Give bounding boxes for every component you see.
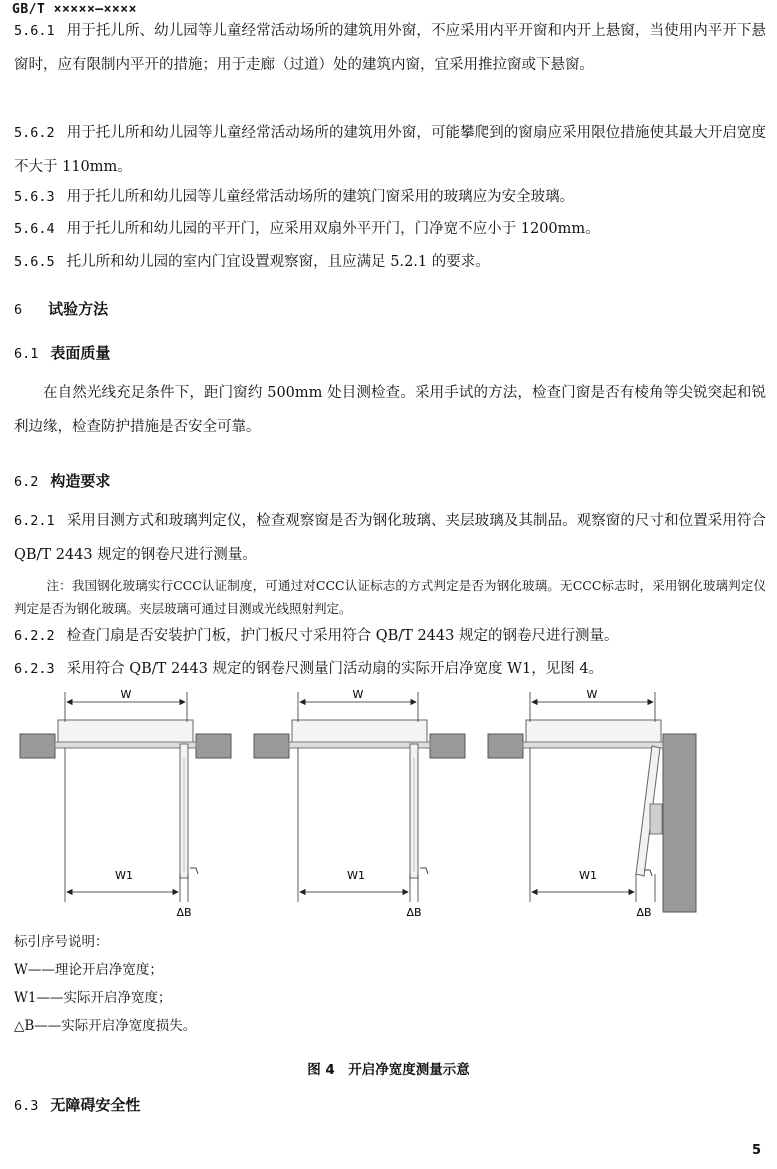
clause-number: 5.6.3 bbox=[14, 189, 55, 205]
door-frame-bar bbox=[289, 742, 430, 748]
legend-title: 标引序号说明： bbox=[14, 934, 109, 950]
door-handle-icon bbox=[420, 868, 428, 874]
page-header: GB/T ×××××—×××× bbox=[12, 2, 137, 17]
clause-5-6-4 bbox=[14, 212, 766, 246]
door-handle-icon bbox=[190, 868, 198, 874]
page-number: 5 bbox=[751, 1143, 761, 1158]
wall-right-corner bbox=[663, 734, 696, 912]
section-number: 6.2 bbox=[14, 474, 39, 490]
wall-left bbox=[254, 734, 289, 758]
door-stop bbox=[650, 804, 662, 834]
section-number: 6.3 bbox=[14, 1098, 39, 1114]
label-w1: W1 bbox=[347, 869, 365, 882]
figure-legend bbox=[14, 928, 196, 1040]
clause-text: 用于托儿所和幼儿园等儿童经常活动场所的建筑用外窗，可能攀爬到的窗扇应采用限位措施使其最大开启宽度不大于 110mm。 bbox=[14, 125, 766, 175]
door-frame-top bbox=[58, 720, 193, 744]
clause-5-6-2 bbox=[14, 116, 766, 184]
clause-6-2-1 bbox=[14, 504, 766, 572]
label-w: W bbox=[120, 688, 132, 701]
figure-caption: 图 4 开启净宽度测量示意 bbox=[307, 1062, 470, 1078]
wall-left bbox=[488, 734, 523, 758]
label-w1: W1 bbox=[579, 869, 597, 882]
clause-number: 5.6.5 bbox=[14, 254, 55, 270]
section-6-3-heading bbox=[14, 1094, 140, 1115]
door-frame-bar bbox=[55, 742, 196, 748]
clause-text: 采用目测方式和玻璃判定仪，检查观察窗是否为钢化玻璃、夹层玻璃及其制品。观察窗的尺寸和位置采用符合 QB/T 2443 规定的钢卷尺进行测量。 bbox=[14, 513, 766, 563]
wall-right bbox=[430, 734, 465, 758]
section-number: 6 bbox=[14, 302, 23, 318]
door-diagram-panel-1 bbox=[20, 688, 231, 919]
figure-4-door-width-diagram bbox=[0, 684, 777, 920]
door-frame-bar bbox=[523, 742, 663, 748]
clause-text: 检查门扇是否安装护门板，护门板尺寸采用符合 QB/T 2443 规定的钢卷尺进行测量。 bbox=[66, 628, 619, 644]
clause-6-2-2 bbox=[14, 619, 766, 653]
label-w: W bbox=[352, 688, 364, 701]
clause-5-6-1 bbox=[14, 14, 766, 82]
wall-right bbox=[196, 734, 231, 758]
section-6-1-heading bbox=[14, 342, 110, 363]
paragraph-6-1: 在自然光线充足条件下，距门窗约 500mm 处目测检查。采用手试的方法，检查门窗是否有棱角等尖锐突起和锐利边缘，检查防护措施是否安全可靠。 bbox=[14, 385, 766, 435]
clause-number: 5.6.1 bbox=[14, 23, 55, 39]
clause-5-6-5 bbox=[14, 245, 766, 279]
legend-item-w: W——理论开启净宽度； bbox=[14, 962, 163, 978]
section-number: 6.1 bbox=[14, 346, 39, 362]
section-title: 构造要求 bbox=[50, 472, 111, 490]
wall-left bbox=[20, 734, 55, 758]
label-delta-b: ΔB bbox=[406, 906, 422, 919]
door-diagram-panel-3 bbox=[488, 688, 696, 919]
clause-text: 用于托儿所和幼儿园等儿童经常活动场所的建筑门窗采用的玻璃应为安全玻璃。 bbox=[66, 189, 575, 205]
clause-text: 托儿所和幼儿园的室内门宜设置观察窗，且应满足 5.2.1 的要求。 bbox=[66, 254, 490, 270]
door-diagram-panel-2 bbox=[254, 688, 465, 919]
section-title: 试验方法 bbox=[48, 300, 109, 318]
section-6-2-heading bbox=[14, 470, 110, 491]
section-title: 无障碍安全性 bbox=[50, 1096, 141, 1114]
legend-item-delta-b: △B——实际开启净宽度损失。 bbox=[14, 1018, 197, 1034]
label-delta-b: ΔB bbox=[176, 906, 192, 919]
clause-number: 5.6.4 bbox=[14, 221, 55, 237]
section-6-heading bbox=[14, 298, 108, 319]
door-frame-top bbox=[526, 720, 661, 744]
section-title: 表面质量 bbox=[50, 344, 111, 362]
clause-6-2-3 bbox=[14, 652, 766, 686]
clause-5-6-3 bbox=[14, 180, 766, 214]
door-frame-top bbox=[292, 720, 427, 744]
clause-number: 6.2.1 bbox=[14, 513, 55, 529]
note: 注：我国钢化玻璃实行CCC认证制度，可通过对CCC认证标志的方式判定是否为钢化玻璃。无CCC标志时，采用钢化玻璃判定仪判定是否为钢化玻璃。夹层玻璃可通过目测或光线照射判定。 bbox=[14, 578, 766, 616]
legend-item-w1: W1——实际开启净宽度； bbox=[14, 990, 172, 1006]
clause-text: 采用符合 QB/T 2443 规定的钢卷尺测量门活动扇的实际开启净宽度 W1，见图 4。 bbox=[66, 661, 604, 677]
label-w: W bbox=[586, 688, 598, 701]
clause-text: 用于托儿所、幼儿园等儿童经常活动场所的建筑用外窗，不应采用内平开窗和内开上悬窗，当使用内平开下悬窗时，应有限制内平开的措施；用于走廊（过道）处的建筑内窗，宜采用推拉窗或下悬窗。 bbox=[14, 23, 766, 73]
clause-number: 6.2.3 bbox=[14, 661, 55, 677]
label-delta-b: ΔB bbox=[636, 906, 652, 919]
clause-text: 用于托儿所和幼儿园的平开门，应采用双扇外平开门，门净宽不应小于 1200mm。 bbox=[66, 221, 600, 237]
clause-number: 5.6.2 bbox=[14, 125, 55, 141]
door-handle-icon bbox=[644, 870, 652, 876]
clause-number: 6.2.2 bbox=[14, 628, 55, 644]
label-w1: W1 bbox=[115, 869, 133, 882]
